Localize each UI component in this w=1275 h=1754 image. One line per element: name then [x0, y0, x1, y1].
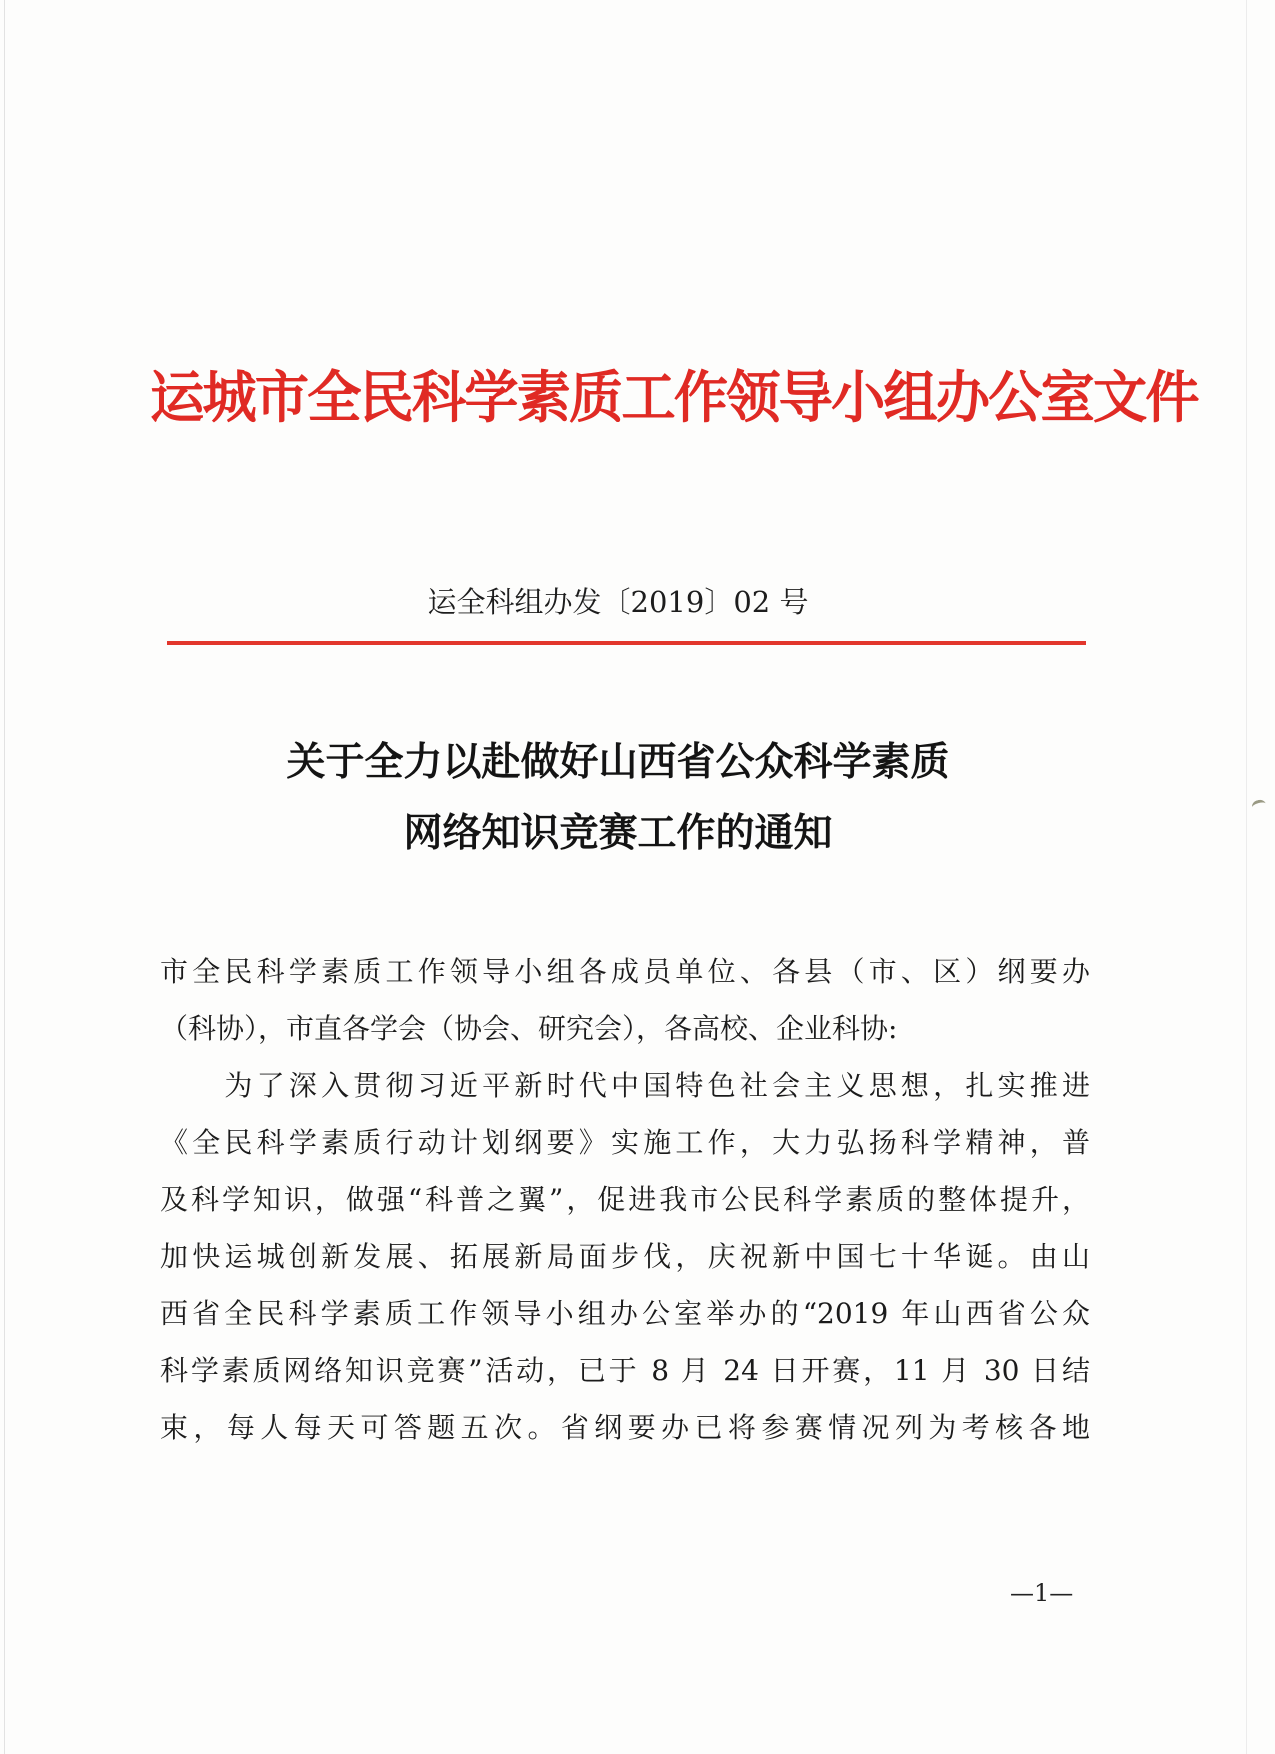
red-divider-line — [167, 641, 1086, 645]
scan-edge-right — [1246, 0, 1247, 1754]
notice-title-line-1: 关于全力以赴做好山西省公众科学素质 — [286, 739, 950, 785]
body-line: 科学素质网络知识竞赛”活动，已于 8 月 24 日开赛，11 月 30 日结 — [160, 1354, 1090, 1387]
body-line: 西省全民科学素质工作领导小组办公室举办的“2019 年山西省公众 — [160, 1297, 1090, 1330]
body-line: 《全民科学素质行动计划纲要》实施工作，大力弘扬科学精神，普 — [160, 1126, 1090, 1159]
notice-body — [160, 943, 1090, 1456]
masthead-title: 运城市全民科学素质工作领导小组办公室文件 — [150, 365, 1198, 431]
body-line: 为了深入贯彻习近平新时代中国特色社会主义思想，扎实推进 — [160, 1069, 1090, 1102]
document-number: 运全科组办发〔2019〕02 号 — [427, 585, 809, 619]
body-line: 束，每人每天可答题五次。省纲要办已将参赛情况列为考核各地 — [160, 1411, 1090, 1444]
notice-title-line-2: 网络知识竞赛工作的通知 — [403, 810, 833, 856]
page-number: —1— — [1010, 1579, 1074, 1607]
scan-edge-left — [4, 0, 5, 1754]
scan-mark — [1251, 798, 1267, 812]
body-line-addressee-cont: （科协），市直各学会（协会、研究会），各高校、企业科协: — [160, 1012, 898, 1045]
notice-title — [150, 732, 1086, 863]
body-line: 及科学知识，做强“科普之翼”，促进我市公民科学素质的整体提升， — [160, 1183, 1090, 1216]
body-line-addressee: 市全民科学素质工作领导小组各成员单位、各县（市、区）纲要办 — [160, 955, 1090, 988]
body-line: 加快运城创新发展、拓展新局面步伐，庆祝新中国七十华诞。由山 — [160, 1240, 1090, 1273]
